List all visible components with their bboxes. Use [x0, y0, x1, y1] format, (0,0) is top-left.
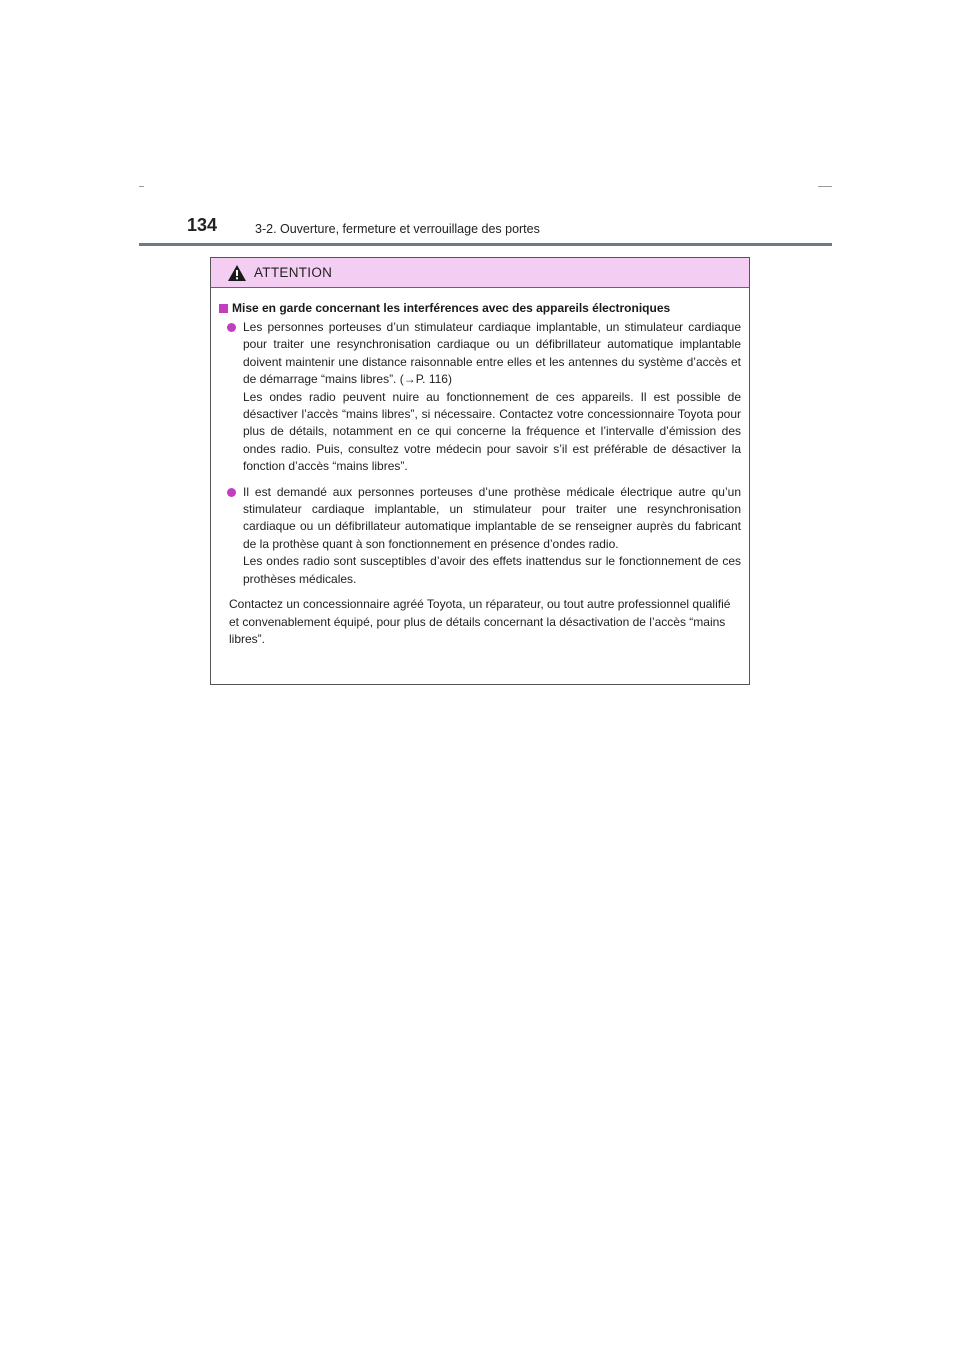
- paragraph: Les ondes radio peuvent nuire au fonctionnement de ces appareils. Il est possible de désactiver l’accès “mains libres”, si nécessaire. Contactez votre concessionnaire Toyota pour plus de détails, notamment en ce qui concerne la fréquence et l’intervalle d’émission des ondes radio. Puis, consultez votre médecin pour savoir s’il est préférable de désactiver la fonction d’accès “mains libres”.: [243, 389, 741, 474]
- circle-bullet-icon: [227, 488, 236, 497]
- crop-mark-right: [818, 186, 832, 187]
- list-item: [219, 319, 741, 476]
- list-item: [219, 484, 741, 588]
- section-title: 3-2. Ouverture, fermeture et verrouillage des portes: [255, 222, 540, 236]
- attention-box: [210, 257, 750, 685]
- sub-heading: [219, 300, 741, 317]
- paragraph: Les personnes porteuses d’un stimulateur cardiaque implantable, un stimulateur cardiaque pour traiter une resynchronisation cardiaque ou un défibrillateur automatique implantable doivent maintenir une distance raisonnable entre elles et les antennes du système d’accès et de démarrage “mains libres”. (→P. 116): [243, 320, 741, 387]
- crop-mark-left: [139, 186, 144, 187]
- attention-title: ATTENTION: [254, 265, 333, 280]
- attention-header: [211, 258, 749, 288]
- sub-heading-text: Mise en garde concernant les interférences avec des appareils électroniques: [232, 301, 671, 315]
- square-bullet-icon: [219, 304, 228, 313]
- attention-body: [211, 288, 749, 648]
- circle-bullet-icon: [227, 323, 236, 332]
- closing-paragraph: Contactez un concessionnaire agréé Toyota, un réparateur, ou tout autre professionnel qualifié et convenablement équipé, pour plus de détails concernant la désactivation de l’accès “mains libres”.: [229, 597, 731, 646]
- page-number: 134: [187, 215, 218, 235]
- paragraph: Les ondes radio sont susceptibles d’avoir des effets inattendus sur le fonctionnement de ces prothèses médicales.: [243, 554, 741, 586]
- warning-triangle-icon: [227, 264, 247, 282]
- paragraph: Il est demandé aux personnes porteuses d’une prothèse médicale électrique autre qu’un stimulateur cardiaque implantable, un stimulateur pour traiter une resynchronisation cardiaque ou un défibrillateur automatique implantable de se renseigner auprès du fabricant de la prothèse quant à son fonctionnement en présence d’ondes radio.: [243, 484, 741, 551]
- closing-note: [219, 596, 741, 648]
- header-rule: [139, 243, 832, 246]
